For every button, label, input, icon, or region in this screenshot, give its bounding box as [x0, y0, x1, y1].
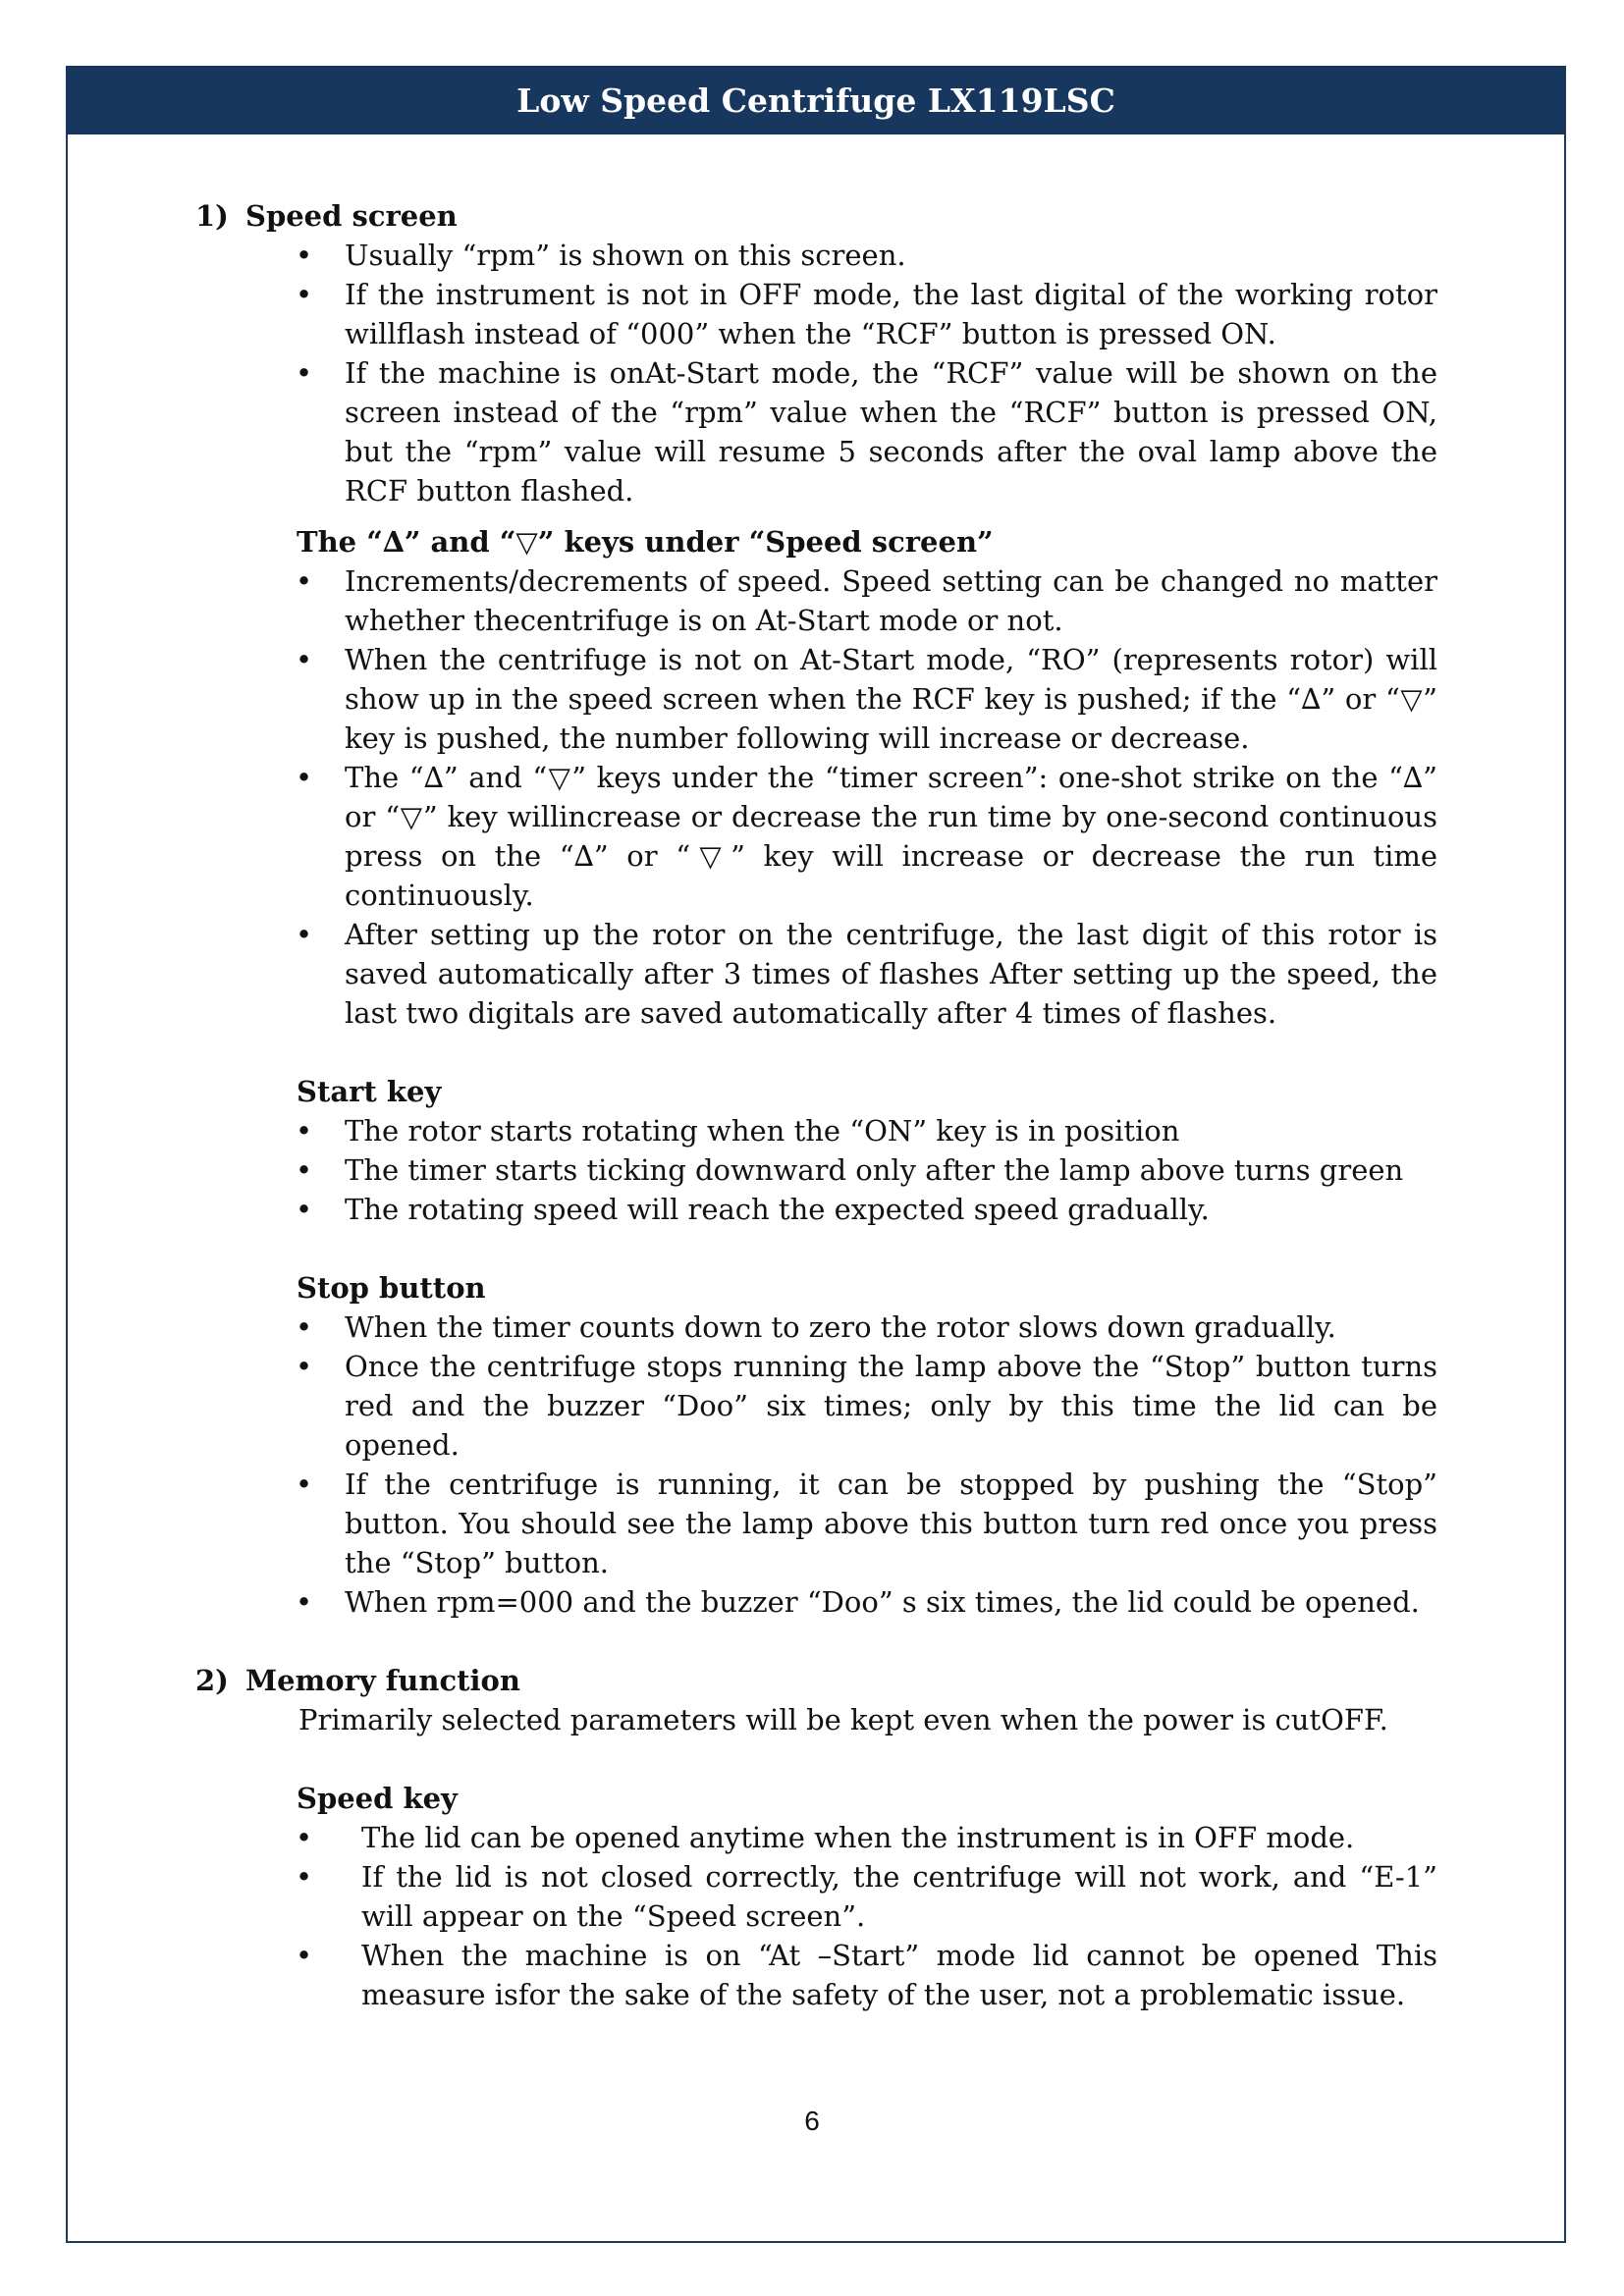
- section-number: 1): [195, 199, 229, 233]
- list-item: • If the instrument is not in OFF mode, the last digital of the working rotor willflash instead of “000” when the “RCF” button is pressed ON.: [345, 275, 1437, 353]
- list-item: • When the timer counts down to zero the rotor slows down gradually.: [345, 1308, 1437, 1347]
- section-title: Memory function: [245, 1664, 520, 1697]
- speed-screen-list: [245, 236, 1437, 510]
- list-item: • Once the centrifuge stops running the lamp above the “Stop” button turns red and the buzzer “Doo” six times; only by this time the lid can be opened.: [345, 1347, 1437, 1465]
- list-item: • When the machine is on “At –Start” mode lid cannot be opened This measure isfor the sake of the safety of the user, not a problematic issue.: [361, 1936, 1437, 2014]
- subheading-speed-key: Speed key: [297, 1782, 458, 1815]
- page-number: 6: [804, 2106, 820, 2136]
- stop-button-list: [245, 1308, 1437, 1622]
- document-title: Low Speed Centrifuge LX119LSC: [516, 80, 1115, 120]
- list-item: • When the centrifuge is not on At-Start mode, “RO” (represents rotor) will show up in the speed screen when the RCF key is pushed; if the “∆” or “▽” key is pushed, the number following will increase or decrease.: [345, 640, 1437, 758]
- list-item: • If the lid is not closed correctly, the centrifuge will not work, and “E-1” will appear on the “Speed screen”.: [361, 1857, 1437, 1936]
- section-heading-memory-function: [195, 1661, 1437, 1700]
- list-item: • If the machine is onAt-Start mode, the “RCF” value will be shown on the screen instead of the “rpm” value when the “RCF” button is pressed ON, but the “rpm” value will resume 5 seconds after the oval lamp above the RCF button flashed.: [345, 353, 1437, 510]
- keys-list: [245, 561, 1437, 1033]
- subheading-start-key: Start key: [297, 1075, 442, 1108]
- list-item: • After setting up the rotor on the centrifuge, the last digit of this rotor is saved automatically after 3 times of flashes After setting up the speed, the last two digitals are saved automatically after 4 times of flashes.: [345, 915, 1437, 1033]
- list-item: • The rotor starts rotating when the “ON” key is in position: [345, 1111, 1437, 1150]
- subheading-stop-button: Stop button: [297, 1271, 486, 1305]
- list-item: • When rpm=000 and the buzzer “Doo” s six times, the lid could be opened.: [345, 1582, 1437, 1622]
- list-item: • If the centrifuge is running, it can be stopped by pushing the “Stop” button. You should see the lamp above this button turn red once you press the “Stop” button.: [345, 1465, 1437, 1582]
- list-item: • The “∆” and “▽” keys under the “timer screen”: one-shot strike on the “∆” or “▽” key willincrease or decrease the run time by one-second continuous press on the “∆” or “▽” key will increase or decrease the run time continuously.: [345, 758, 1437, 915]
- list-item: • Usually “rpm” is shown on this screen.: [345, 236, 1437, 275]
- page-content: [195, 196, 1437, 2014]
- section-heading-speed-screen: [195, 196, 1437, 236]
- list-item: • The timer starts ticking downward only after the lamp above turns green: [345, 1150, 1437, 1190]
- section-title: Speed screen: [245, 199, 458, 233]
- memory-paragraph: Primarily selected parameters will be kept even when the power is cutOFF.: [298, 1703, 1388, 1736]
- list-item: • The rotating speed will reach the expected speed gradually.: [345, 1190, 1437, 1229]
- list-item: • Increments/decrements of speed. Speed setting can be changed no matter whether thecentrifuge is on At-Start mode or not.: [345, 561, 1437, 640]
- subheading-keys: The “∆” and “▽” keys under “Speed screen”: [297, 525, 994, 559]
- speed-key-list: [245, 1818, 1437, 2014]
- header-banner: [66, 66, 1566, 134]
- section-number: 2): [195, 1664, 229, 1697]
- start-key-list: [245, 1111, 1437, 1229]
- list-item: • The lid can be opened anytime when the instrument is in OFF mode.: [361, 1818, 1437, 1857]
